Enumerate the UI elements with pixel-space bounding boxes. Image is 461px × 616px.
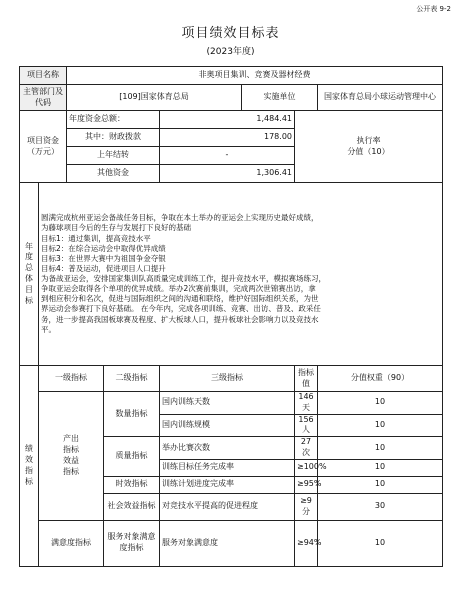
indicator-score: 30	[318, 493, 443, 520]
indicator-value: ≥94%	[295, 520, 318, 566]
performance-table	[19, 66, 443, 567]
satisfaction-level2-label: 服务对象满意度指标	[104, 520, 160, 566]
project-name-label: 项目名称	[20, 67, 67, 85]
indicator-value: 146天	[295, 392, 318, 415]
indicator-score: 10	[318, 392, 443, 415]
department-label: 主管部门及代码	[20, 85, 67, 111]
indicator-value: ≥95%	[295, 476, 318, 493]
funds-total-label: 年度资金总额：	[67, 111, 160, 129]
indicator-name: 训练计划进度完成率	[160, 476, 295, 493]
year-label: (2023年度)	[206, 47, 255, 57]
page-title: 项目绩效目标表	[181, 26, 280, 41]
goal-line: 界运动会参赛打下良好基础。 在今年内，完成各项训练、竞赛、出访、普及、政采任	[41, 304, 321, 314]
indicator-name: 对竞技水平提高的促进程度	[160, 493, 295, 520]
funds-total-value: 1,484.41	[160, 111, 295, 129]
form-number: 公开表 9-2	[416, 5, 451, 13]
indicator-score: 10	[318, 476, 443, 493]
goal-line: 平。	[41, 324, 56, 334]
implementing-unit-label: 实施单位	[242, 85, 318, 111]
goal-line: 目标4：普及运动，促进项目人口提升	[41, 263, 166, 273]
indicator-score: 10	[318, 520, 443, 566]
funds-label: 项目资金（万元）	[20, 111, 67, 183]
funds-other-label: 其他资金	[67, 165, 160, 183]
header-value: 指标值	[295, 366, 318, 392]
indicator-score: 10	[318, 459, 443, 476]
department-value: [109]国家体育总局	[67, 85, 242, 111]
header-level2: 二级指标	[104, 366, 160, 392]
funds-fiscal-value: 178.00	[160, 129, 295, 147]
indicator-name: 服务对象满意度	[160, 520, 295, 566]
execution-rate-cell	[295, 111, 443, 183]
goal-line: 圆满完成杭州亚运会备战任务目标，争取在本土举办的亚运会上实现历史最好成绩，	[41, 213, 319, 223]
goal-line: 争取亚运会取得各个单项的优异成绩。举办2次赛前集训，完成两次世锦赛出访，拿	[41, 284, 316, 294]
annual-goal-label: 年 度 总 体 目 标	[20, 183, 39, 366]
funds-other-value: 1,306.41	[160, 165, 295, 183]
funds-fiscal-label: 其中：财政拨款	[67, 129, 160, 147]
goal-line: 务，进一步提高我国板球赛及程度、扩大板球人口，提升板球社会影响力以及竞技水	[41, 314, 319, 324]
indicator-name: 国内训练天数	[160, 392, 295, 415]
indicator-name: 训练目标任务完成率	[160, 459, 295, 476]
implementing-unit-value: 国家体育总局小球运动管理中心	[318, 85, 443, 111]
indicator-value: 156人	[295, 414, 318, 437]
goal-line: 到相应积分和名次，促进与国际组织之间的沟通和联络，维护好国际组织关系，为世	[41, 294, 319, 304]
header-score: 分值权重（90）	[318, 366, 443, 392]
goal-line: 目标2：在综合运动会中取得优异成绩	[41, 243, 166, 253]
goal-line: 目标3：在世界大赛中为祖国争金夺银	[41, 253, 166, 263]
quality-indicator-label: 质量指标	[104, 437, 160, 477]
funds-carryover-value: -	[160, 147, 295, 165]
indicator-score: 10	[318, 437, 443, 460]
funds-carryover-label: 上年结转	[67, 147, 160, 165]
satisfaction-level1-label: 满意度指标	[39, 520, 104, 566]
project-name-value: 非奥项目集训、竞赛及器材经费	[67, 67, 443, 85]
indicator-score: 10	[318, 414, 443, 437]
header-level1: 一级指标	[39, 366, 104, 392]
goal-line: 为藤球项目今后的生存与发展打下良好的基础	[41, 223, 191, 233]
performance-indicators-label: 绩 效 指 标	[20, 366, 39, 567]
indicator-name: 举办比赛次数	[160, 437, 295, 460]
goal-line: 目标1：通过集训，提高竞技水平	[41, 233, 151, 243]
header-level3: 三级指标	[160, 366, 295, 392]
goal-line: 为备战亚运会，安排国家集训队高质量完成训练工作，提升竞技水平，模拟赛场练习，	[41, 274, 326, 283]
indicator-value: 27次	[295, 437, 318, 460]
indicator-value: ≥9分	[295, 493, 318, 520]
execution-rate-label: 执行率	[356, 135, 381, 145]
execution-rate-score: 分值（10）	[347, 146, 390, 156]
social-benefit-indicator-label: 社会效益指标	[104, 493, 160, 520]
indicator-name: 国内训练规模	[160, 414, 295, 437]
timeliness-indicator-label: 时效指标	[104, 476, 160, 493]
indicator-value: ≥100%	[295, 459, 318, 476]
annual-goal-text	[39, 183, 443, 366]
output-indicators-label: 产出 指标 效益 指标	[39, 392, 104, 521]
quantity-indicator-label: 数量指标	[104, 392, 160, 437]
